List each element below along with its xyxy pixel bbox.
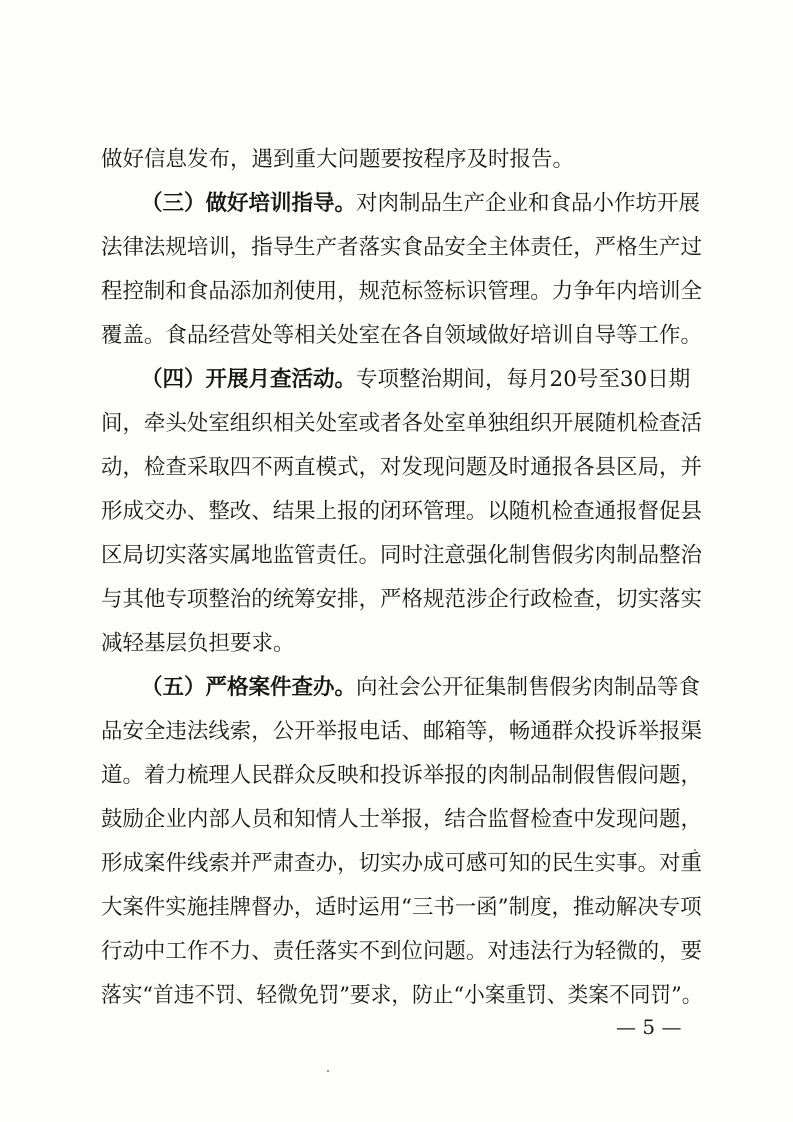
page-number: — 5 — — [616, 1015, 682, 1039]
section-5-text: 向社会公开征集制售假劣肉制品等食 — [356, 675, 701, 700]
body-line: 大案件实施挂牌督办，适时运用“三书一函”制度，推动解决专项 — [101, 895, 702, 920]
section-4-heading: （四）开展月查活动。 — [141, 367, 357, 392]
scan-speck — [694, 849, 696, 851]
body-line: 减轻基层负担要求。 — [101, 631, 295, 656]
body-line: 形成案件线索并严肃查办，切实办成可感可知的民生实事。对重 — [101, 851, 702, 876]
section-3-first-line — [141, 186, 700, 222]
body-line: 落实“首违不罚、轻微免罚”要求，防止“小案重罚、类案不同罚”。 — [101, 983, 703, 1008]
section-5-first-line — [141, 670, 700, 706]
body-line: 与其他专项整治的统筹安排，严格规范涉企行政检查，切实落实 — [101, 587, 702, 612]
scan-speck — [327, 1070, 329, 1072]
body-line: 法律法规培训，指导生产者落实食品安全主体责任，严格生产过 — [101, 235, 702, 260]
body-line: 间，牵头处室组织相关处室或者各处室单独组织开展随机检查活 — [101, 411, 702, 436]
body-line: 鼓励企业内部人员和知情人士举报，结合监督检查中发现问题， — [101, 807, 702, 832]
section-3-text: 对肉制品生产企业和食品小作坊开展 — [356, 191, 701, 216]
body-line: 形成交办、整改、结果上报的闭环管理。以随机检查通报督促县 — [101, 499, 702, 524]
section-5-heading: （五）严格案件查办。 — [141, 675, 357, 700]
body-line: 动，检查采取四不两直模式，对发现问题及时通报各县区局，并 — [101, 455, 702, 480]
body-line: 区局切实落实属地监管责任。同时注意强化制售假劣肉制品整治 — [101, 543, 702, 568]
body-line: 程控制和食品添加剂使用，规范标签标识管理。力争年内培训全 — [101, 279, 702, 304]
body-line: 做好信息发布，遇到重大问题要按程序及时报告。 — [101, 147, 575, 172]
section-4-first-line — [141, 362, 690, 398]
body-line: 道。着力梳理人民群众反映和投诉举报的肉制品制假售假问题， — [101, 763, 702, 788]
body-line: 覆盖。食品经营处等相关处室在各自领域做好培训自导等工作。 — [101, 323, 702, 348]
body-line: 品安全违法线索，公开举报电话、邮箱等，畅通群众投诉举报渠 — [101, 719, 702, 744]
section-4-text: 专项整治期间，每月20号至30日期 — [356, 367, 691, 392]
section-3-heading: （三）做好培训指导。 — [141, 191, 357, 216]
body-line: 行动中工作不力、责任落实不到位问题。对违法行为轻微的，要 — [101, 939, 702, 964]
